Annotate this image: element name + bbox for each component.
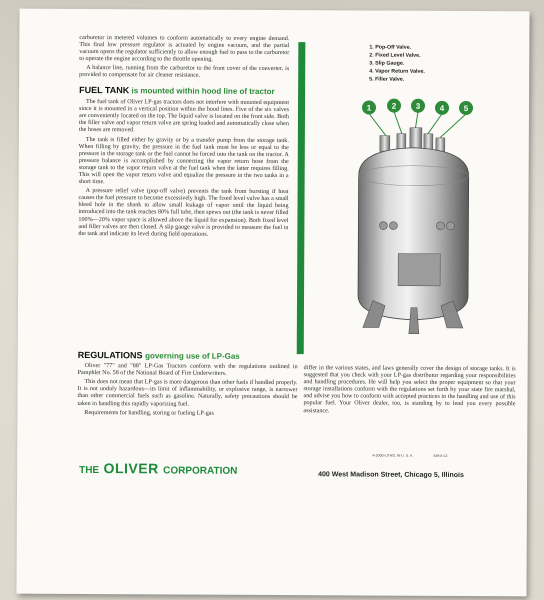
fuel-tank-heading [79,86,289,97]
company-oliver: OLIVER [103,460,159,477]
tank-body [358,147,469,320]
liquid-valve [379,222,387,230]
callout-leader-4 [428,114,442,134]
callout-5 [459,101,473,115]
callout-4 [435,101,449,115]
svg-text:1: 1 [366,103,372,113]
callout-3 [411,99,425,113]
parts-list-item: 3. Slip Gauge. [369,60,405,67]
svg-text:5: 5 [463,103,469,114]
regulations-heading-main: REGULATIONS [77,349,143,361]
regulations-paragraph-3: Requirements for handling, storing or fueling LP-gas [84,409,214,417]
reference-code: S/M 8-12 [433,453,448,458]
litho-code: A-2000-LITHO. IN U. S. A. [372,453,414,458]
svg-text:4: 4 [439,103,445,113]
parts-list-item: 4. Vapor Return Valve. [369,68,425,75]
parts-list-item: 5. Filler Valve. [369,76,405,83]
company-the: THE [79,464,100,477]
svg-text:2: 2 [391,101,397,111]
company-corporation: CORPORATION [163,465,238,477]
regulations-continued [303,365,515,416]
company-name [79,460,237,479]
fuel-tank-illustration [313,95,514,346]
filler-valve [436,138,445,152]
regulations-heading-sub: governing use of LP-Gas [145,351,240,361]
intro-paragraph-1: carburetor in metered volumes to conform automatically to every engine demand. This final low pressure regulator is actuated by engine vacuum, and the partial vacuum opens the regulator sufficiently to allow enough fuel to pass to the carburetor to operate the engine according to the throttle opening. [79,34,290,63]
intro-paragraph-2: A balance line, running from the carburetor to the front cover of the converter, is provided to compensate for air cleaner resistance. [79,65,290,80]
fuel-tank-paragraph-1: The fuel tank of Oliver LP-gas tractors does not interfere with mounted equipment since it is mounted in a vertical position within the hood lines. Five of the six valves are conveniently located on the top. The liquid valve is located on the front side. Both the filler valve and vapor return valve are spring loaded and automatically close when the hoses are removed. [78,99,290,134]
parts-list-item: 1. Pop-Off Valve. [369,44,412,51]
callout-leader-2 [394,112,402,134]
callout-1 [362,100,376,114]
regulations-heading [77,349,298,361]
print-code [372,454,447,458]
brochure-page [16,9,529,597]
regulations-paragraph-2: This does not mean that LP-gas is more dangerous than other fuels if handled properly. It is not unduly hazardous—its limit of inflammability, or explosive range, is narrower than other commercial fuels such as gasoline. Naturally, safety precautions should be taken in handling this rapidly vaporizing fuel. [77,379,298,408]
pop-off-valve [380,136,390,152]
left-column [78,35,289,241]
company-address: 400 West Madison Street, Chicago 5, Illinois [318,471,464,480]
callout-leader-5 [440,114,466,138]
regulations-paragraph-1: Oliver "77" and "88" LP-Gas Tractors conform with the regulations outlined in Pamphlet No. 58 of the National Board of Fire Underwriters. [77,363,298,377]
fuel-tank-heading-sub: is mounted within hood line of tractor [131,85,275,96]
fuel-tank-heading-main: FUEL TANK [79,84,130,95]
fuel-tank-paragraph-3: A pressure relief valve (pop-off valve) prevents the tank from bursting if heat causes the fuel pressure to become excessively high. The fixed level valve has a small bleed hole in the shank to allow small leakage of vapor until the liquid being introduced into the tank reaches 80% full tube, then spews out (the tank is never filled 100%—20% vapor space is allowed above the liquid for expansion). Both fixed level and filler valves are then closed. A slip gauge valve is provided to measure the fuel in the tank and indicate its level during field operations. [78,188,289,238]
regulations-continued-text: differ in the various states, and laws generally cover the design of storage tanks. It is suggested that you check with your LP-gas distributor regarding your responsibilities and handling procedures. He will help you select the proper equipment so that your storage installations conform with the regulations set forth by your state fire marshal, and advise you how to conform with accepted practices in the handling and use of this popular fuel. Your Oliver dealer, too, is standing by to lend you every possible assistance. [303,365,516,414]
parts-list-item: 2. Fixed Level Valve. [369,52,421,59]
fuel-tank-paragraph-2: The tank is filled either by gravity or by a transfer pump from the storage tank. When filling by gravity, the pressure in the fuel tank must be less or equal to the pressure in the storage tank or the fuel cannot be forced into the tank on the tractor. A pressure balance is accomplished by connecting the vapor return hose from the storage tank to the vapor return valve at the fuel tank when the latter requires filling. This will open the vapor return valve and equalize the pressure in the two tanks in a short time. [78,136,289,186]
callout-2 [387,99,401,113]
callout-leader-1 [369,114,386,136]
svg-text:3: 3 [415,101,421,111]
parts-list [369,44,519,85]
green-divider-bar [297,42,306,354]
regulations-section [77,349,298,420]
mounting-plate [398,254,440,286]
